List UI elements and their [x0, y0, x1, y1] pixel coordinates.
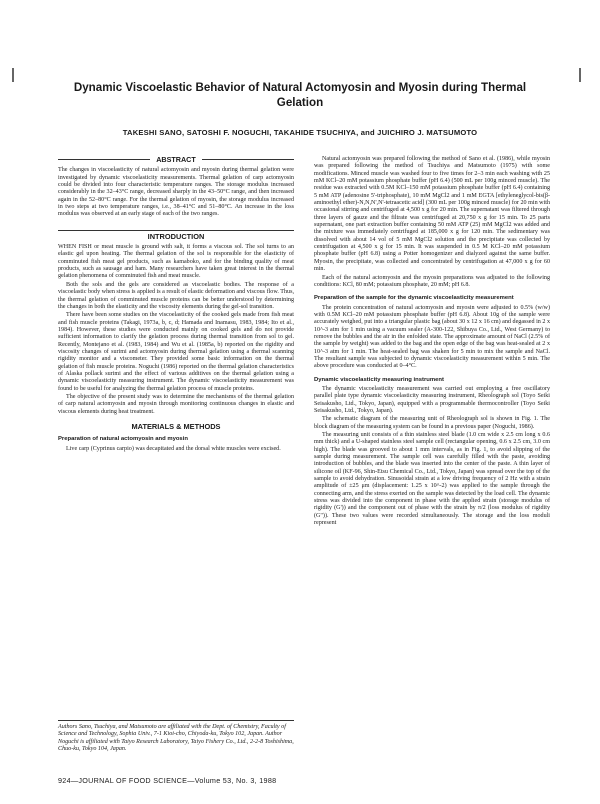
methods-heading: MATERIALS & METHODS	[131, 422, 221, 431]
rule-line	[58, 159, 150, 160]
methods-paragraph: Each of the natural actomyosin and the myosin preparations was adjusted to the following conditions: KCl, 80 mM; potassium phosphate, 20 mM; pH 6.8.	[314, 274, 550, 288]
intro-paragraph: WHEN FISH or meat muscle is ground with salt, it forms a viscous sol. The sol turns to an elastic gel upon heating. The thermal gelation of the sol is responsible for the elasticity of comminuted fish meat gel products, such as kamaboko, and for the binding quality of meat products, such as sausage and ham. Many researchers have taken great interest in the thermal gelation phenomena of comminuted fish and meat muscle.	[58, 244, 294, 280]
intro-paragraph: The objective of the present study was to determine the mechanisms of the thermal gelation of carp natural actomyosin and myosin through monitoring continuous changes in elastic and viscous elements during heat treatment.	[58, 393, 294, 415]
sample-preparation-text: The protein concentration of natural actomyosin and myosin were adjusted to 0.5% (w/w) with 0.5M KCl–20 mM potassium phosphate buffer (pH 6.8). About 10g of the sample were accurately weighed, put into a triangular plastic bag (about 30 x 12 x 16 cm) and degassed in 2 x 10^-3 atm for 1 min using a vacuum sealer (A-300-122, Shibuya Co., Ltd., West Germany) to remove the bubbles and the air in the enfolded state. The approximate amount of NaCl (2.5% of the sample by weight) was added to the bag and the open edge of the bag was heat-sealed at 2 x 10^-3 atm for 1 min. The heat-sealed bag was shaken for 5 min to mix the sample and NaCl. The resultant sample was subjected to dynamic viscoelasticity measurement within 5 min. The above procedure was conducted at 0–4°C.	[314, 304, 550, 370]
article-title: Dynamic Viscoelastic Behavior of Natural Actomyosin and Myosin during Thermal Gelation	[73, 81, 527, 109]
instrument-subheading: Dynamic viscoelasticity measuring instrument	[314, 376, 444, 383]
instrument-paragraph: The schematic diagram of the measuring unit of Rheolograph sol is shown in Fig. 1. The block diagram of the measuring system can be found in a previous paper (Noguchi, 1986).	[314, 416, 550, 430]
instrument-paragraph: The dynamic viscoelasticity measurement was carried out employing a free oscillatory parallel plate type dynamic viscoelasticity measuring instrument, Rheolograph sol (Toyo Seiki Seisakusho, Ltd., Tokyo, Japan), equipped with a programmable thermocontroller (Toyo Seiki Seisakusho, Ltd., Tokyo, Japan).	[314, 385, 550, 414]
margin-mark	[12, 68, 14, 82]
preparation-subheading: Preparation of natural actomyosin and myosin	[58, 436, 188, 443]
abstract-heading: ABSTRACT	[156, 155, 196, 164]
abstract-heading-rule	[58, 156, 294, 163]
author-list: TAKESHI SANO, SATOSHI F. NOGUCHI, TAKAHIDE TSUCHIYA, and JUICHIRO J. MATSUMOTO	[122, 128, 478, 137]
abstract-text: The changes in viscoelasticity of natural actomyosin and myosin during thermal gelation were investigated by dynamic viscoelasticity measurements. Thermal gelation of carp actomyosin could be divided into four characteristic temperature ranges. The storage modulus increased considerably in the 32–43°C range, decreased sharply in the 43–50°C range, and then increased again in the 52–80°C range. For the thermal gelation of myosin, the storage modulus increased in two steps at two temperature ranges, i.e., 38–41°C and 51–80°C. An increase in the loss modulus was observed at an early stage of each of the two ranges.	[58, 167, 294, 218]
preparation-text: Live carp (Cyprinus carpio) was decapitated and the dorsal white muscles were excised.	[66, 445, 281, 452]
introduction-heading: INTRODUCTION	[58, 230, 294, 240]
margin-mark	[579, 68, 581, 82]
author-affiliation-footnote: Authors Sano, Tsuchiya, and Matsumoto are affiliated with the Dept. of Chemistry, Faculty of Science and Technology, Sophia Univ., 7-1 Kioi-cho, Chiyoda-ku, Tokyo 102, Japan. Author Noguchi is affiliated with Taiyo Research Laboratory, Taiyo Fishery Co., Ltd., 2-2-8 Toshishima, Chuo-ku, Tokyo 104, Japan.	[58, 720, 294, 753]
intro-paragraph: There have been some studies on the viscoelasticity of the cooked gels made from fish meat and fish muscle proteins (Takagi, 1973a, b, c, d; Hamada and Inamasu, 1983, 1984; Ito et al., 1984). However, these studies were conducted mainly on cooked gels and do not provide sufficient information to clarify the gelation process during thermal transition from sol to gel. Recently, Montejano et al. (1983, 1984) and Wu et al. (1985a, b) reported on the rigidity and viscosity changes of surimi and actomyosin during thermal gelation using a thermal scanning rigidity monitor and a viscometer. They provided some basic information on the thermal gelation of fish muscle proteins. Noguchi (1986) reported on the thermal gelation characteristics of Alaska pollack surimi and the effect of various additives on the thermal gelation using a dynamic viscoelasticity measuring instrument. The dynamic viscoelasticity measurement was found to be useful for analyzing the thermal gelation process of muscle proteins.	[58, 312, 294, 392]
intro-paragraph: Both the sols and the gels are considered as viscoelastic bodies. The response of a viscoelastic body when stress is applied is a result of elastic deformation and viscous flow. Thus, the thermal gelation of comminuted muscle proteins can be better understood by determining the changes in both the elasticity and the viscosity elements during the gel-sol transition.	[58, 281, 294, 310]
spacer	[58, 220, 294, 230]
running-footer: 924—JOURNAL OF FOOD SCIENCE—Volume 53, No. 3, 1988	[58, 776, 277, 785]
left-column	[58, 156, 294, 454]
methods-paragraph: Natural actomyosin was prepared following the method of Sano et al. (1986), while myosin was prepared following the method of Tsuchiya and Matsumoto (1975) with some modifications. Minced muscle was washed four to five times for 2–3 min each washing with 25 mM KCl–20 mM potassium phosphate buffer (pH 6.4) (500 mL per 100g minced muscle). The residue was extracted with 0.5M KCl–150 mM potassium phosphate buffer (pH 6.4) containing 5 mM ATP (adenosine 5'-triphosphate), 10 mM MgCl2 and 1 mM EGTA [ethyleneglycol-bis(β-aminoethyl ether)-N,N,N',N'-tetraacetic acid] (300 mL per 100g minced muscle) for 20 min with occasional stirring and centrifuged at 4,500 x g for 20 min. The supernatant was filtered through three layers of gauze and the filtrate was centrifuged at 20,750 x g for 15 min. To 25 parts supernatant, one part extraction buffer containing 50 mM ATP (25) mM MgCl2 was added and the mixture was immediately centrifuged at 185,000 x g for 120 min. The sedimentary was dissolved with about 14 vol of 5 mM MgCl2 solution and the precipitate was collected by centrifugation at 4,500 x g for 15 min. It was suspended in 0.5 M KCl–20 mM potassium phosphate buffer (pH 6.8) using a Potter homogenizer and dialyzed against the same buffer. Myosin, the precipitate, was collected and concentrated by centrifugation at 47,000 x g for 60 min.	[314, 156, 550, 273]
right-column	[314, 156, 550, 529]
sample-preparation-subheading: Preparation of the sample for the dynamic viscoelasticity measurement	[314, 295, 514, 302]
instrument-paragraph: The measuring unit consists of a thin stainless steel blade (1.0 cm wide x 2.5 cm long x 0.6 mm thick) and a U-shaped stainless steel sample cell (rectangular opening, 0.6 x 2.5 cm, 3.0 cm high). The blade was grooved to about 1 mm intervals, as in Fig. 1, to avoid slipping of the sample during measurement. The sample cell was carefully filled with the paste, avoiding introduction of bubbles, and the blade was inserted into the center of the paste. A thin layer of silicone oil (KF-96, Shin-Etsu Chemical Co., Ltd., Tokyo, Japan) was spread over the top of the sample to avoid dehydration. Sinusoidal strain at a low driving frequency of 2 Hz with a strain amplitude of ±25 μm (displacement: 1.25 x 10^-2) was applied to the sample through the connecting arm, and the stress exerted on the sample was detected by the load cell. The dynamic stress was divided into the component in phase with the applied strain (storage modulus of rigidity (G')) and the component out of phase with the strain by π/2 (loss modulus of rigidity (G")). These two values were recorded simultaneously. The storage and the loss moduli represent	[314, 432, 550, 527]
rule-line	[202, 159, 294, 160]
